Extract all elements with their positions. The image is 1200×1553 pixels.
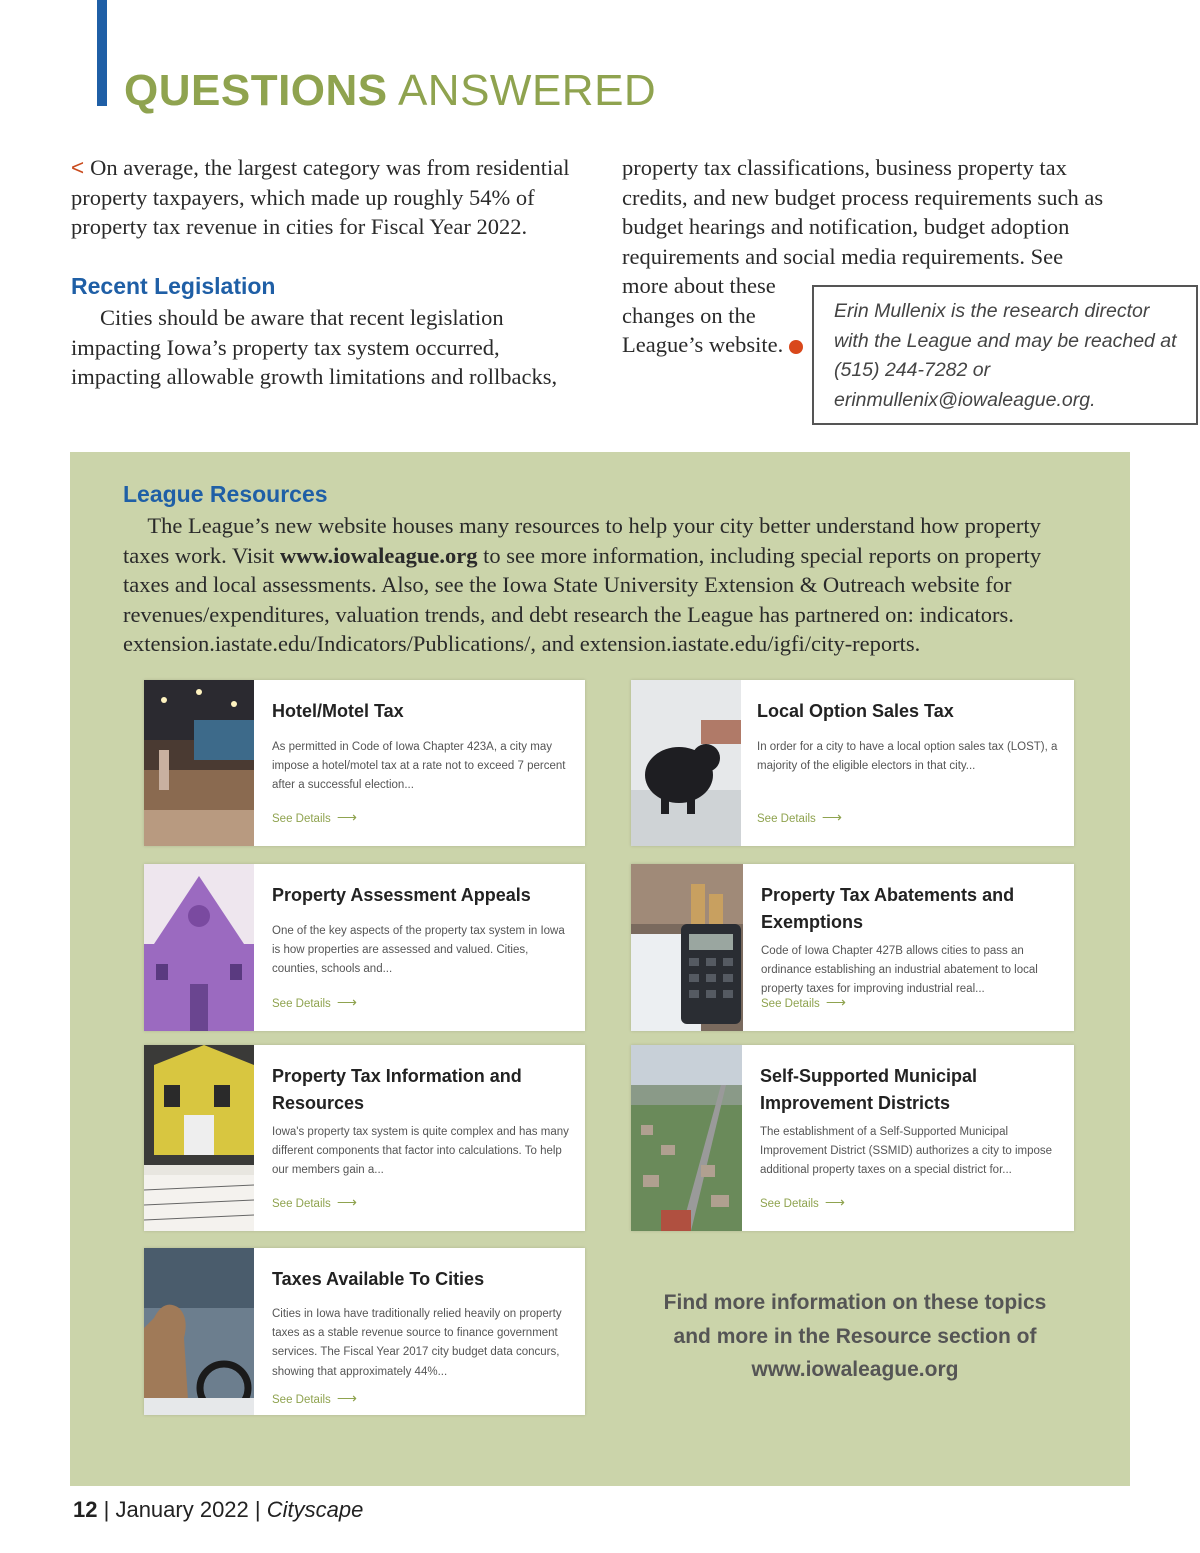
see-details-link[interactable]: See Details ⟶: [760, 1194, 845, 1210]
card-description: Iowa's property tax system is quite complex and has many different components that factor into calculations. To help our members gain a...: [272, 1126, 569, 1177]
article-column-right: property tax classifications, business property tax credits, and new budget process requirements such as budget hearings and notification, budget adoption requirements and social media requirements. See more about these changes on the League’s website.: [622, 155, 1104, 357]
arrow-right-icon: ⟶: [336, 1194, 357, 1210]
see-details-link[interactable]: See Details ⟶: [272, 1390, 357, 1406]
arrow-right-icon: ⟶: [821, 809, 842, 825]
resource-card-hotel-motel-tax[interactable]: [144, 680, 585, 846]
card-title: Property Tax Information and Resources: [272, 1066, 522, 1113]
end-mark-icon: [789, 340, 803, 354]
house-tax-form-image: [144, 1045, 254, 1231]
money-bag-image: [144, 1248, 254, 1415]
card-title: Hotel/Motel Tax: [272, 701, 404, 721]
arrow-right-icon: ⟶: [336, 809, 357, 825]
paragraph: Cities should be aware that recent legislation impacting Iowa’s property tax system occurred, impacting allowable growth limitations and rollbacks,: [71, 305, 558, 389]
arrow-right-icon: ⟶: [825, 994, 846, 1010]
see-details-link[interactable]: See Details ⟶: [272, 994, 357, 1010]
resource-card-ssmid[interactable]: [631, 1045, 1074, 1231]
card-title: Property Assessment Appeals: [272, 885, 531, 905]
arrow-right-icon: ⟶: [336, 994, 357, 1010]
website-link[interactable]: www.iowaleague.org: [279, 542, 478, 568]
card-description: Code of Iowa Chapter 427B allows cities to pass an ordinance establishing an industrial abatement to local property taxes for improving industrial real...: [761, 945, 1038, 996]
card-title: Taxes Available To Cities: [272, 1269, 485, 1289]
resource-card-property-tax-information[interactable]: [144, 1045, 585, 1231]
purple-house-image: [144, 864, 254, 1031]
card-description: As permitted in Code of Iowa Chapter 423A, a city may impose a hotel/motel tax at a rate not to exceed 7 percent after a successful election...: [272, 741, 566, 792]
card-title: Self-Supported Municipal Improvement Districts: [760, 1066, 978, 1113]
publication-name: Cityscape: [266, 1497, 364, 1522]
continued-marker: <: [71, 155, 85, 180]
see-details-link[interactable]: See Details ⟶: [757, 809, 842, 825]
card-title: Property Tax Abatements and Exemptions: [761, 885, 1015, 932]
card-title: Local Option Sales Tax: [757, 701, 954, 721]
see-details-link[interactable]: See Details ⟶: [272, 809, 357, 825]
hotel-lobby-image: [144, 680, 254, 846]
resource-card-property-tax-abatements[interactable]: [631, 864, 1074, 1031]
website-link[interactable]: www.iowaleague.org: [751, 1358, 959, 1381]
aerial-city-image: [631, 1045, 742, 1231]
card-description: In order for a city to have a local option sales tax (LOST), a majority of the eligible electors in that city...: [757, 741, 1058, 773]
calculator-coins-image: [631, 864, 743, 1031]
resources-text: The League’s new website houses many resources to help your city better understand how property taxes work. Visit www.iowaleague.org to see more information, including special reports on property taxes and local assessments. Also, see the Iowa State University Extension & Outreach website for revenues/expenditures, valuation trends, and debt research the League has partnered on: indicators. extension.iastate.edu/Indicators/Publications/, and extension.iastate.edu/igfi/city-reports.: [123, 513, 1042, 656]
resources-heading: League Resources: [123, 481, 328, 507]
resource-card-taxes-available[interactable]: [144, 1248, 585, 1415]
piggy-bank-image: [631, 680, 741, 846]
card-description: One of the key aspects of the property tax system in Iowa is how properties are assessed and valued. Cities, counties, schools and...: [272, 925, 565, 976]
section-heading-recent-legislation: Recent Legislation: [71, 272, 276, 299]
accent-bar: [97, 0, 107, 106]
author-bio-box: Erin Mullenix is the research director with the League and may be reached at (515) 244-7282 or erinmullenix@iowaleague.org.: [812, 285, 1198, 425]
card-description: The establishment of a Self-Supported Municipal Improvement District (SSMID) authorizes a city to impose additional property taxes on a special district for...: [760, 1126, 1053, 1177]
page-footer: 12 | January 2022 | Cityscape: [73, 1497, 364, 1522]
resource-card-property-assessment-appeals[interactable]: [144, 864, 585, 1031]
page-number: 12: [73, 1497, 98, 1522]
arrow-right-icon: ⟶: [824, 1194, 845, 1210]
arrow-right-icon: ⟶: [336, 1390, 357, 1406]
issue-date: January 2022: [115, 1497, 249, 1522]
card-description: Cities in Iowa have traditionally relied heavily on property taxes as a stable revenue source to finance government services. The Fiscal Year 2017 city budget data concurs, showing that approximately 44%...: [272, 1308, 562, 1378]
see-details-link[interactable]: See Details ⟶: [761, 994, 846, 1010]
see-details-link[interactable]: See Details ⟶: [272, 1194, 357, 1210]
page-title: QUESTIONS ANSWERED: [124, 66, 657, 115]
article-column-left: < On average, the largest category was from residential property taxpayers, which made up roughly 54% of property tax revenue in cities for Fiscal Year 2022. Recent Legislation Cities should be aware that recent legislation impacting Iowa’s property tax system occurred, impacting allowable growth limitations and rollbacks,: [71, 153, 571, 392]
resource-card-local-option-sales-tax[interactable]: [631, 680, 1074, 846]
find-more-callout: Find more information on these topics and more in the Resource section of www.iowaleague.org: [640, 1286, 1070, 1387]
